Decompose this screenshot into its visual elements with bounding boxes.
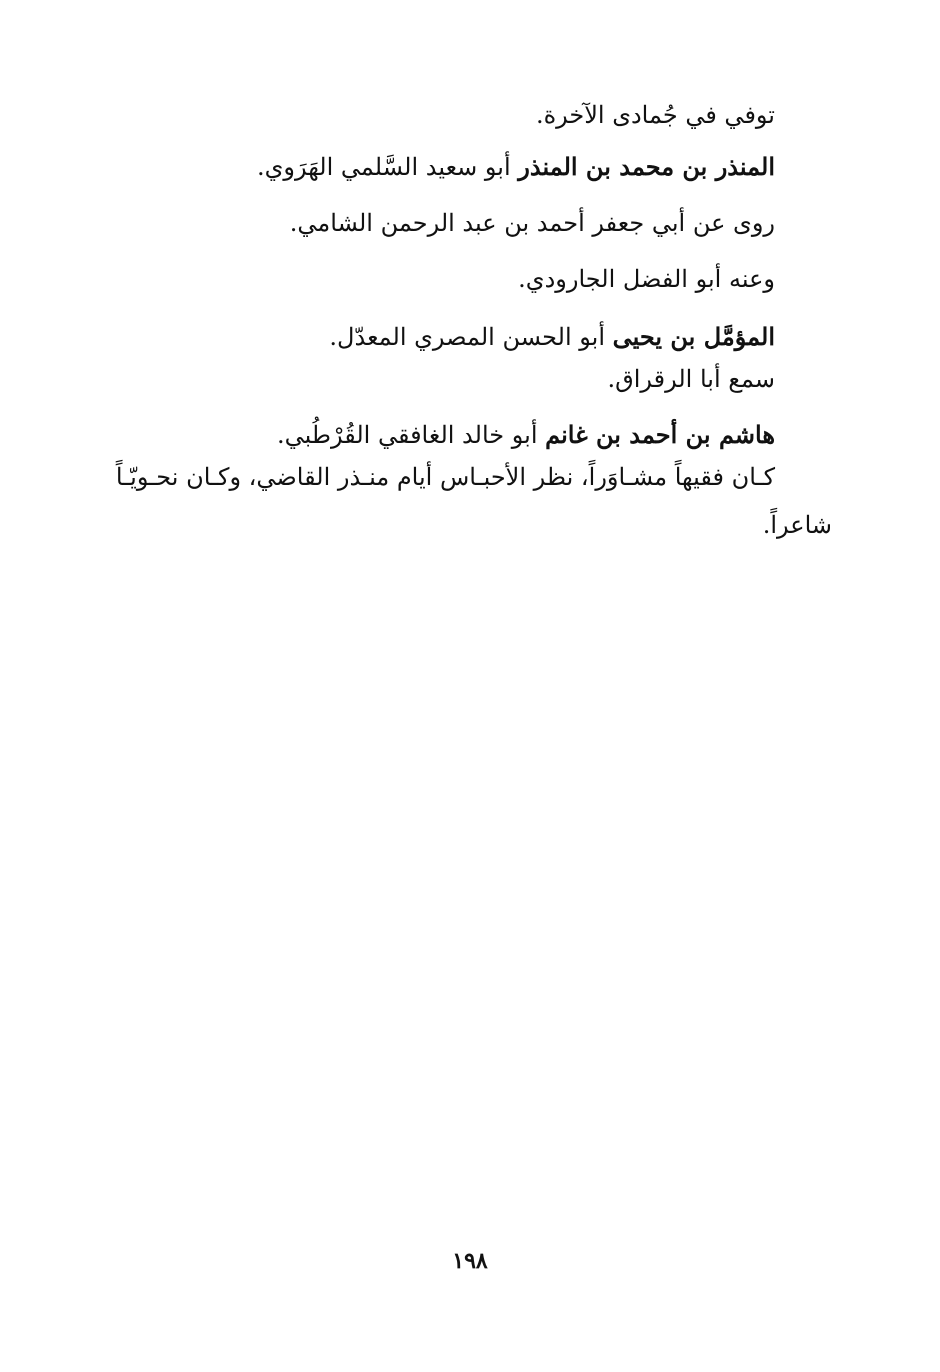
entry-heading-hashim bbox=[277, 418, 775, 452]
entry-kunya: أبو الحسن المصري المعدّل. bbox=[329, 323, 613, 351]
text-line-description: كـان فقيهاً مشـاوَراً، نظر الأحبـاس أيام منـذر القاضي، وكـان نحـويّـاً bbox=[115, 463, 775, 491]
text-line-death: توفي في جُمادى الآخرة. bbox=[535, 101, 775, 129]
entry-name: المنذر بن محمد بن المنذر bbox=[518, 152, 775, 181]
entry-name: المؤمَّل بن يحيى bbox=[612, 322, 775, 351]
text-line-from-him: وعنه أبو الفضل الجارودي. bbox=[518, 265, 775, 293]
entry-heading-muammal bbox=[329, 320, 775, 354]
entry-kunya: أبو خالد الغافقي القُرْطُبي. bbox=[276, 421, 546, 449]
entry-kunya: أبو سعيد السَّلمي الهَرَوي. bbox=[256, 153, 519, 181]
entry-heading-mundhir bbox=[257, 150, 775, 184]
page-number: ١٩٨ bbox=[452, 1248, 488, 1274]
text-line-heard: سمع أبا الرقراق. bbox=[607, 365, 775, 393]
entry-name: هاشم بن أحمد بن غانم bbox=[545, 420, 775, 449]
text-line-narrated: روى عن أبي جعفر أحمد بن عبد الرحمن الشامي. bbox=[289, 209, 775, 237]
text-line-poet: شاعراً. bbox=[762, 511, 832, 539]
